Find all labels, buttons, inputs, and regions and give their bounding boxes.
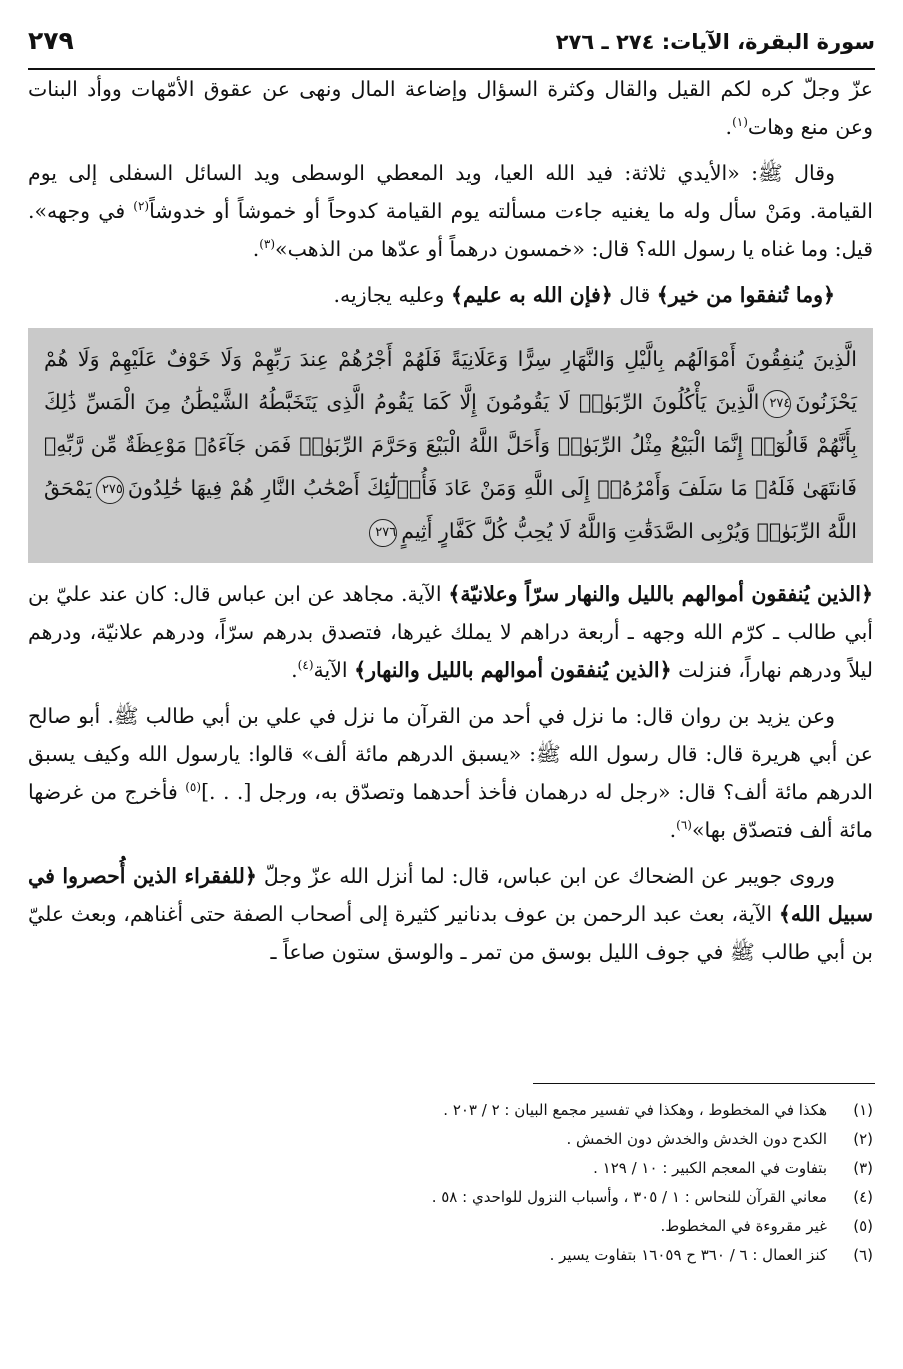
- verse-text: الَّذِينَ يُنفِقُونَ أَمْوَالَهُم بِالَّيْلِ وَالنَّهَارِ سِرًّا وَعَلَانِيَةً فَلَهُمْ أَجْرُهُمْ عِندَ رَبِّهِمْ وَلَا خَوْفٌ عَلَيْهِمْ وَلَا هُمْ يَحْزَنُونَ: [44, 347, 857, 414]
- footnote-item: [30, 1241, 873, 1270]
- paragraph-text: الآية. مجاهد عن ابن عباس قال: كان عند عليّ بن أبي طالب ـ كرّم الله وجهه ـ أربعة دراهم لا يملك غيرها، فتصدق بدرهم سرّاً، ودرهم علانيّة، ودرهم ليلاً ودرهم نهاراً، فنزلت: [28, 582, 873, 682]
- quran-quote: ﴿الذين يُنفقون أموالهم بالليل والنهار سرّاً وعلانيّة﴾: [448, 582, 874, 606]
- footnote-number: (٤): [853, 1188, 873, 1206]
- ayah-number-marker: ٢٧٤: [763, 390, 791, 418]
- main-text: [28, 70, 873, 971]
- footnote-ref[interactable]: (٦): [676, 818, 692, 833]
- paragraph-text: .: [291, 658, 298, 682]
- quran-verse-box: [28, 328, 873, 563]
- quran-quote: ﴿فإن الله به عليم﴾: [450, 283, 613, 307]
- ayah-number-marker: ٢٧٦: [369, 519, 397, 547]
- footnote-number: (٦): [853, 1246, 873, 1264]
- verse-text: الَّذِينَ يَأْكُلُونَ الرِّبَوٰا۟ لَا يَقُومُونَ إِلَّا كَمَا يَقُومُ الَّذِى يَتَخَبَّطُهُ الشَّيْطَٰنُ مِنَ الْمَسِّ ذَٰلِكَ بِأَنَّهُمْ قَالُوٓا۟ إِنَّمَا الْبَيْعُ مِثْلُ الرِّبَوٰا۟ وَأَحَلَّ اللَّهُ الْبَيْعَ وَحَرَّمَ الرِّبَوٰا۟ فَمَن جَآءَهُۥ مَوْعِظَةٌ مِّن رَّبِّهِۦ فَانتَهَىٰ فَلَهُۥ مَا سَلَفَ وَأَمْرُهُۥٓ إِلَى اللَّهِ وَمَنْ عَادَ فَأُو۟لَٰٓئِكَ أَصْحَٰبُ النَّارِ هُمْ فِيهَا خَٰلِدُونَ: [44, 390, 857, 500]
- paragraph-4: [28, 575, 873, 689]
- footnote-number: (٢): [853, 1130, 873, 1148]
- footnote-separator: [533, 1083, 875, 1084]
- quran-quote: ﴿للفقراء الذين أُحصروا في سبيل الله﴾: [28, 864, 873, 926]
- footnote-number: (١): [853, 1101, 873, 1119]
- paragraph-text: قال: [612, 283, 657, 307]
- paragraph-text: في وجهه». قيل: وما غناه يا رسول الله؟ قال: «خمسون درهماً أو عدّها من الذهب»: [28, 199, 873, 261]
- footnote-text: معاني القرآن للنحاس : ١ / ٣٠٥ ، وأسباب النزول للواحدي : ٥٨ .: [431, 1188, 827, 1206]
- running-title: سورة البقرة، الآيات: ٢٧٤ ـ ٢٧٦: [555, 30, 875, 54]
- footnote-item: [30, 1096, 873, 1125]
- footnote-text: كنز العمال : ٦ / ٣٦٠ ح ١٦٠٥٩ بتفاوت يسير .: [549, 1246, 827, 1264]
- footnote-text: بتفاوت في المعجم الكبير : ١٠ / ١٢٩ .: [593, 1159, 827, 1177]
- page-number: ٢٧٩: [28, 26, 74, 55]
- footnotes-list: [30, 1096, 873, 1270]
- footnote-item: [30, 1212, 873, 1241]
- running-head: [28, 22, 875, 62]
- paragraph-text: فأخرج من غرضها مائة ألف فتصدّق بها»: [28, 780, 873, 842]
- footnote-ref[interactable]: (٣): [259, 237, 276, 252]
- paragraph-text: .: [725, 115, 733, 139]
- footnote-item: [30, 1154, 873, 1183]
- footnote-number: (٥): [853, 1217, 873, 1235]
- footnote-text: هكذا في المخطوط ، وهكذا في تفسير مجمع البيان : ٢ / ٢٠٣ .: [443, 1101, 827, 1119]
- footnote-ref[interactable]: (٢): [133, 199, 150, 214]
- footnote-text: غير مقروءة في المخطوط.: [660, 1217, 827, 1235]
- footnote-item: [30, 1183, 873, 1212]
- paragraph-text: وعليه يجازيه.: [333, 283, 451, 307]
- paragraph-6: [28, 857, 873, 971]
- footnote-ref[interactable]: (٥): [185, 780, 202, 795]
- paragraph-text: الآية، بعث عبد الرحمن بن عوف بدنانير كثيرة إلى أصحاب الصفة حتى أغناهم، وبعث عليّ بن أبي طالب ﷺ في جوف الليل بوسق من تمر ـ والوسق ستون صاعاً ـ: [28, 902, 873, 964]
- footnote-text: الكدح دون الخدش والخدش دون الخمش .: [566, 1130, 827, 1148]
- paragraph-3: [28, 276, 873, 314]
- footnote-item: [30, 1125, 873, 1154]
- paragraph-2: [28, 154, 873, 268]
- paragraph-text: .: [252, 237, 260, 261]
- paragraph-text: وعن يزيد بن روان قال: ما نزل في أحد من القرآن ما نزل في علي بن أبي طالب ﷺ. أبو صالح عن أبي هريرة قال: قال رسول الله ﷺ: «يسبق الدرهم مائة ألف» قالوا: يارسول الله وكيف يسبق الدرهم مائة ألف؟ قال: «رجل له درهمان فأخذ أحدهما وتصدّق به، ورجل [. . .]: [28, 704, 874, 804]
- paragraph-text: عزّ وجلّ كره لكم القيل والقال وكثرة السؤال وإضاعة المال ونهى عن عقوق الأمّهات ووأد البنات وعن منع وهات: [28, 77, 873, 139]
- verse-text: يَمْحَقُ اللَّهُ الرِّبَوٰا۟ وَيُرْبِى الصَّدَقَٰتِ وَاللَّهُ لَا يُحِبُّ كُلَّ كَفَّارٍ أَثِيمٍ: [44, 476, 857, 543]
- paragraph-text: الآية: [313, 658, 355, 682]
- paragraph-5: [28, 697, 873, 849]
- quran-quote: ﴿الذين يُنفقون أموالهم بالليل والنهار﴾: [354, 658, 672, 682]
- footnote-ref[interactable]: (١): [732, 115, 748, 130]
- paragraph-text: .: [669, 818, 677, 842]
- paragraph-1: [28, 70, 873, 146]
- ayah-number-marker: ٢٧٥: [96, 476, 124, 504]
- paragraph-text: وروى جويبر عن الضحاك عن ابن عباس، قال: لما أنزل الله عزّ وجلّ: [256, 864, 835, 888]
- footnote-number: (٣): [853, 1159, 873, 1177]
- paragraph-text: وقال ﷺ: «الأيدي ثلاثة: فيد الله العيا، ويد المعطي الوسطى ويد السائل السفلى إلى يوم القيامة. ومَنْ سأل وله ما يغنيه جاءت مسألته يوم القيامة كدوحاً أو خموشاً أو خدوشاً: [28, 161, 873, 223]
- quran-quote: ﴿وما تُنفقوا من خير﴾: [656, 283, 835, 307]
- footnote-ref[interactable]: (٤): [297, 658, 314, 673]
